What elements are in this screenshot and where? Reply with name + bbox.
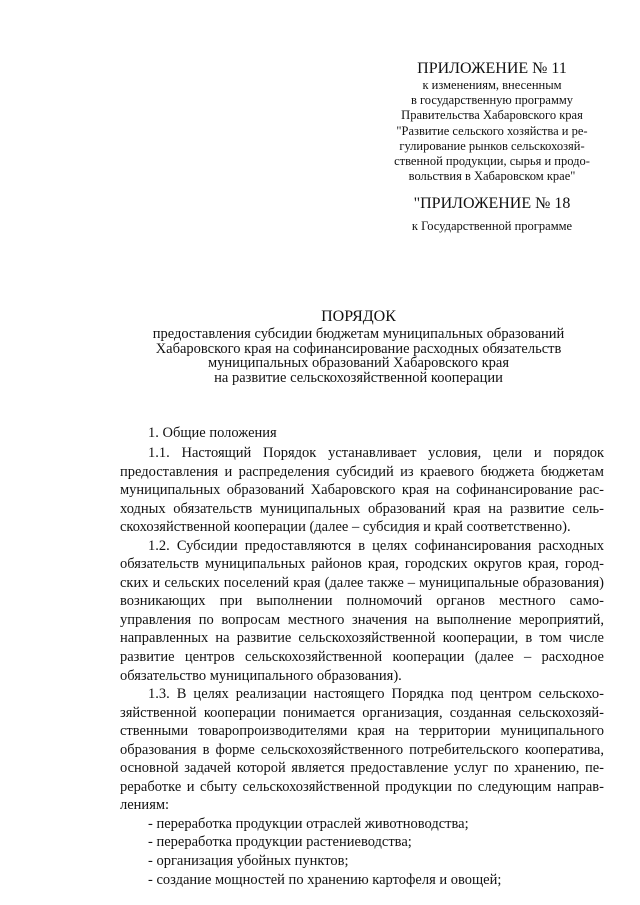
appendix-11-line: в государственную программу (410, 93, 574, 108)
list-item: - переработка продукции отраслей животноводства; (148, 815, 469, 832)
appendix-11-line: ственной продукции, сырья и продо- (394, 154, 590, 169)
paragraph-1-1: 1.1. Настоящий Порядок устанавливает условия, цели и порядок предоставления и распределения субсидий из краевого бюджета бюджетам муниципальных образований Хабаровского края на софинансирование расходных обязательств муниципальных образований края на развитие сельскохозяйственной кооперации (далее – субсидия и край соответственно). (120, 445, 604, 536)
directions-list (120, 815, 604, 889)
document-subtitle (0, 327, 640, 385)
paragraph-1-2: 1.2. Субсидии предоставляются в целях софинансирования расходных обязательств муниципальных районов края, городских округов края, городских и сельских поселений края (далее также – муниципальные образования) возникающих при выполнении полномочий органов местного самоуправления по вопросам местного значения на выполнение мероприятий, направленных на развитие сельскохозяйственной кооперации, в том числе развитие центров сельскохозяйственной кооперации (далее – расходное обязательство муниципального образования). (120, 537, 604, 684)
section-heading: 1. Общие положения (148, 425, 277, 441)
appendix-11-line: вольствия в Хабаровском крае" (408, 169, 576, 184)
subtitle-line: предоставления субсидии бюджетам муниципальных образований (152, 326, 565, 342)
subtitle-line: на развитие сельскохозяйственной кооперации (214, 369, 503, 386)
appendix-18-line: к Государственной программе (411, 219, 573, 233)
appendix-11-line: "Развитие сельского хозяйства и ре- (396, 123, 588, 138)
paragraph-1-3: 1.3. В целях реализации настоящего Порядка под центром сельскохозяйственной кооперации понимается организация, созданная сельскохозяйственными товаропроизводителями края на территории муниципального образования в форме сельскохозяйственного потребительского кооператива, основной задачей которой является предоставление услуг по хранению, переработке и сбыту сельскохозяйственной продукции по следующим направлениям: (120, 686, 604, 814)
appendix-11-block (392, 59, 592, 184)
list-item: - переработка продукции растениеводства; (148, 834, 412, 851)
list-item: - создание мощностей по хранению картофеля и овощей; (148, 871, 502, 888)
subtitle-line: муниципальных образований Хабаровского края (207, 355, 510, 372)
body-text (120, 444, 604, 889)
appendix-11-line: Правительства Хабаровского края (401, 108, 583, 123)
appendix-11-title: ПРИЛОЖЕНИЕ № 11 (417, 60, 567, 77)
list-item: - организация убойных пунктов; (148, 853, 349, 870)
appendix-11-line: к изменениям, внесенным (422, 78, 562, 92)
appendix-11-line: гулирование рынков сельскохозяй- (399, 138, 585, 153)
subtitle-line: Хабаровского края на софинансирование расходных обязательств (155, 340, 562, 357)
appendix-18-block (392, 194, 592, 234)
document-title: ПОРЯДОК (321, 308, 396, 325)
appendix-18-title: "ПРИЛОЖЕНИЕ № 18 (413, 195, 571, 212)
